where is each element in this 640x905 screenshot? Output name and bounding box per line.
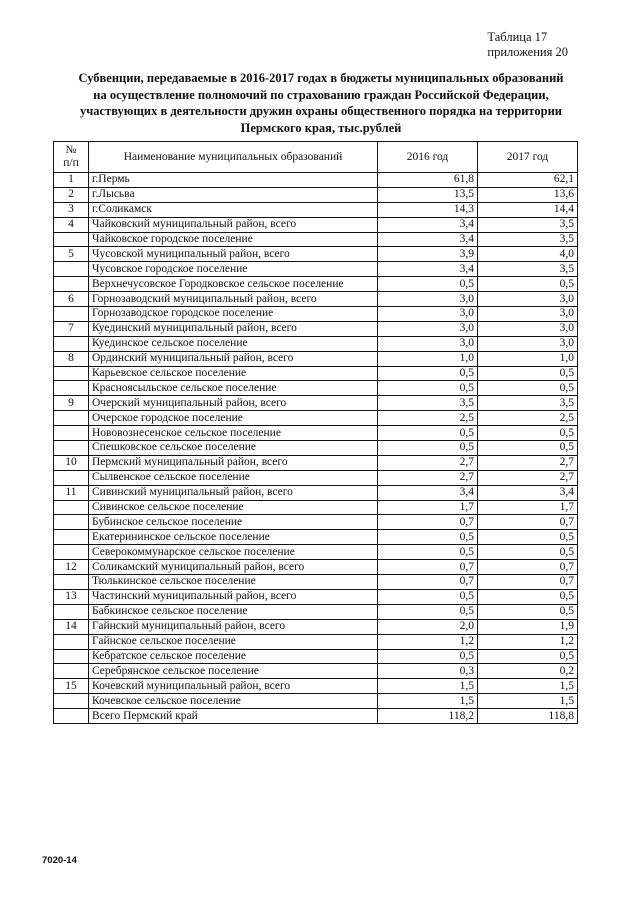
row-value-2016: 1,7 — [378, 500, 478, 515]
row-number: 8 — [54, 351, 89, 366]
row-number — [54, 634, 89, 649]
row-value-2016: 3,4 — [378, 232, 478, 247]
row-number — [54, 575, 89, 590]
header-number-label: № п/п — [63, 144, 79, 169]
table-row — [54, 307, 578, 322]
row-value-2017: 62,1 — [478, 173, 578, 188]
row-value-2016: 14,3 — [378, 202, 478, 217]
row-name: Екатерининское сельское поселение — [89, 530, 378, 545]
row-number — [54, 441, 89, 456]
table-row — [54, 173, 578, 188]
row-number — [54, 709, 89, 724]
row-value-2017: 1,5 — [478, 694, 578, 709]
row-name: Всего Пермский край — [89, 709, 378, 724]
row-value-2017: 13,6 — [478, 187, 578, 202]
table-row — [54, 694, 578, 709]
table-row — [54, 381, 578, 396]
row-number: 12 — [54, 560, 89, 575]
row-name: Спешковское сельское поселение — [89, 441, 378, 456]
row-number: 15 — [54, 679, 89, 694]
table-row — [54, 321, 578, 336]
table-row — [54, 485, 578, 500]
row-value-2017: 3,0 — [478, 321, 578, 336]
row-value-2016: 0,5 — [378, 589, 478, 604]
row-number: 9 — [54, 396, 89, 411]
row-value-2017: 1,0 — [478, 351, 578, 366]
row-value-2017: 1,9 — [478, 619, 578, 634]
row-number — [54, 470, 89, 485]
row-value-2016: 1,5 — [378, 694, 478, 709]
row-value-2016: 2,0 — [378, 619, 478, 634]
row-value-2017: 0,5 — [478, 589, 578, 604]
row-value-2016: 2,5 — [378, 411, 478, 426]
row-value-2017: 0,2 — [478, 664, 578, 679]
row-name: Сивинский муниципальный район, всего — [89, 485, 378, 500]
row-name: Очерское городское поселение — [89, 411, 378, 426]
row-value-2017: 0,5 — [478, 441, 578, 456]
row-value-2016: 0,5 — [378, 530, 478, 545]
row-value-2017: 0,5 — [478, 545, 578, 560]
header-number — [54, 142, 89, 173]
row-value-2017: 14,4 — [478, 202, 578, 217]
row-name: Гайнское сельское поселение — [89, 634, 378, 649]
row-name: г.Пермь — [89, 173, 378, 188]
row-value-2016: 13,5 — [378, 187, 478, 202]
row-value-2016: 3,9 — [378, 247, 478, 262]
row-number — [54, 664, 89, 679]
table-row — [54, 441, 578, 456]
row-number: 11 — [54, 485, 89, 500]
table-row — [54, 500, 578, 515]
table-row — [54, 232, 578, 247]
row-name: Серебрянское сельское поселение — [89, 664, 378, 679]
header-2016: 2016 год — [378, 142, 478, 173]
title-line: Пермского края, тыс.рублей — [240, 120, 402, 135]
appendix-reference: приложения 20 — [487, 45, 568, 59]
row-name: Пермский муниципальный район, всего — [89, 455, 378, 470]
row-name: Частинский муниципальный район, всего — [89, 589, 378, 604]
row-value-2017: 0,5 — [478, 366, 578, 381]
row-value-2016: 0,5 — [378, 604, 478, 619]
table-row — [54, 426, 578, 441]
row-value-2016: 2,7 — [378, 455, 478, 470]
row-number: 14 — [54, 619, 89, 634]
table-row — [54, 247, 578, 262]
row-value-2017: 0,7 — [478, 575, 578, 590]
table-row — [54, 277, 578, 292]
row-value-2016: 118,2 — [378, 709, 478, 724]
table-row — [54, 649, 578, 664]
table-row — [54, 396, 578, 411]
document-stamp: 7020-14 — [42, 855, 77, 866]
row-value-2017: 0,5 — [478, 530, 578, 545]
row-number — [54, 232, 89, 247]
row-value-2017: 0,7 — [478, 560, 578, 575]
table-row — [54, 619, 578, 634]
row-value-2017: 0,5 — [478, 381, 578, 396]
row-number: 10 — [54, 455, 89, 470]
row-value-2017: 3,5 — [478, 232, 578, 247]
row-name: Горнозаводский муниципальный район, всего — [89, 292, 378, 307]
table-header-row — [54, 142, 578, 173]
row-value-2017: 3,5 — [478, 262, 578, 277]
row-number: 1 — [54, 173, 89, 188]
row-value-2016: 3,5 — [378, 396, 478, 411]
row-value-2017: 3,4 — [478, 485, 578, 500]
table-row — [54, 589, 578, 604]
table-row — [54, 604, 578, 619]
table-row — [54, 217, 578, 232]
row-number — [54, 500, 89, 515]
row-name: Бубинское сельское поселение — [89, 515, 378, 530]
row-value-2016: 2,7 — [378, 470, 478, 485]
table-row — [54, 709, 578, 724]
row-value-2016: 3,0 — [378, 321, 478, 336]
row-value-2016: 3,0 — [378, 307, 478, 322]
table-row — [54, 262, 578, 277]
row-value-2017: 3,5 — [478, 217, 578, 232]
row-value-2017: 0,5 — [478, 277, 578, 292]
table-row — [54, 187, 578, 202]
row-number — [54, 307, 89, 322]
row-value-2016: 0,5 — [378, 441, 478, 456]
row-value-2016: 1,0 — [378, 351, 478, 366]
row-number: 6 — [54, 292, 89, 307]
row-value-2016: 3,4 — [378, 485, 478, 500]
row-value-2016: 61,8 — [378, 173, 478, 188]
row-number — [54, 515, 89, 530]
row-number — [54, 426, 89, 441]
row-value-2016: 0,7 — [378, 575, 478, 590]
table-row — [54, 202, 578, 217]
row-name: Ординский муниципальный район, всего — [89, 351, 378, 366]
row-value-2017: 2,7 — [478, 470, 578, 485]
row-name: Куединское сельское поселение — [89, 336, 378, 351]
table-row — [54, 515, 578, 530]
row-name: Бабкинское сельское поселение — [89, 604, 378, 619]
row-value-2016: 0,7 — [378, 515, 478, 530]
row-value-2017: 1,7 — [478, 500, 578, 515]
row-value-2017: 3,5 — [478, 396, 578, 411]
row-name: Карьевское сельское поселение — [89, 366, 378, 381]
table-row — [54, 679, 578, 694]
table-row — [54, 411, 578, 426]
row-name: Горнозаводское городское поселение — [89, 307, 378, 322]
row-value-2017: 3,0 — [478, 307, 578, 322]
subsidies-table — [53, 141, 578, 724]
row-name: Сылвенское сельское поселение — [89, 470, 378, 485]
table-row — [54, 634, 578, 649]
row-number — [54, 366, 89, 381]
row-value-2017: 0,5 — [478, 426, 578, 441]
row-name: Северокоммунарское сельское поселение — [89, 545, 378, 560]
row-number — [54, 262, 89, 277]
header-2017: 2017 год — [478, 142, 578, 173]
table-row — [54, 351, 578, 366]
row-number — [54, 649, 89, 664]
row-name: Кочевское сельское поселение — [89, 694, 378, 709]
row-name: г.Соликамск — [89, 202, 378, 217]
row-number: 4 — [54, 217, 89, 232]
row-name: Верхнечусовское Городковское сельское поселение — [89, 277, 378, 292]
row-value-2016: 1,2 — [378, 634, 478, 649]
row-number — [54, 530, 89, 545]
row-value-2016: 0,7 — [378, 560, 478, 575]
row-name: Красноясыльское сельское поселение — [89, 381, 378, 396]
table-row — [54, 664, 578, 679]
table-reference — [487, 30, 568, 60]
table-body — [54, 173, 578, 724]
row-value-2016: 1,5 — [378, 679, 478, 694]
row-number — [54, 277, 89, 292]
row-value-2016: 0,5 — [378, 366, 478, 381]
row-number: 2 — [54, 187, 89, 202]
row-value-2016: 0,5 — [378, 545, 478, 560]
row-value-2016: 0,5 — [378, 277, 478, 292]
row-name: Чайковское городское поселение — [89, 232, 378, 247]
row-number — [54, 336, 89, 351]
row-name: Чусовское городское поселение — [89, 262, 378, 277]
row-name: Куединский муниципальный район, всего — [89, 321, 378, 336]
row-name: Очерский муниципальный район, всего — [89, 396, 378, 411]
row-number — [54, 694, 89, 709]
table-row — [54, 575, 578, 590]
row-name: Чусовской муниципальный район, всего — [89, 247, 378, 262]
row-value-2017: 0,7 — [478, 515, 578, 530]
row-value-2016: 0,5 — [378, 426, 478, 441]
row-value-2017: 4,0 — [478, 247, 578, 262]
row-name: Кочевский муниципальный район, всего — [89, 679, 378, 694]
row-name: Гайнский муниципальный район, всего — [89, 619, 378, 634]
row-name: Сивинское сельское поселение — [89, 500, 378, 515]
row-value-2016: 0,5 — [378, 381, 478, 396]
row-value-2017: 2,5 — [478, 411, 578, 426]
row-value-2017: 0,5 — [478, 649, 578, 664]
row-value-2017: 118,8 — [478, 709, 578, 724]
title-line: участвующих в деятельности дружин охраны общественного порядка на территории — [79, 104, 562, 118]
row-number: 13 — [54, 589, 89, 604]
row-value-2016: 3,0 — [378, 336, 478, 351]
row-value-2017: 3,0 — [478, 336, 578, 351]
row-value-2017: 3,0 — [478, 292, 578, 307]
row-number — [54, 545, 89, 560]
row-name: Кебратское сельское поселение — [89, 649, 378, 664]
row-name: г.Лысьва — [89, 187, 378, 202]
row-name: Чайковский муниципальный район, всего — [89, 217, 378, 232]
row-number — [54, 604, 89, 619]
row-number — [54, 381, 89, 396]
row-number: 7 — [54, 321, 89, 336]
row-number: 3 — [54, 202, 89, 217]
table-row — [54, 292, 578, 307]
row-value-2016: 3,4 — [378, 217, 478, 232]
row-number — [54, 411, 89, 426]
row-value-2016: 0,5 — [378, 649, 478, 664]
table-row — [54, 530, 578, 545]
row-value-2017: 0,5 — [478, 604, 578, 619]
table-row — [54, 455, 578, 470]
row-value-2017: 2,7 — [478, 455, 578, 470]
table-number: Таблица 17 — [487, 30, 548, 44]
table-row — [54, 470, 578, 485]
row-name: Соликамский муниципальный район, всего — [89, 560, 378, 575]
table-row — [54, 560, 578, 575]
table-row — [54, 366, 578, 381]
title-line: на осуществление полномочий по страхованию граждан Российской Федерации, — [93, 87, 549, 102]
row-name: Нововознесенское сельское поселение — [89, 426, 378, 441]
header-name: Наименование муниципальных образований — [89, 142, 378, 173]
row-number: 5 — [54, 247, 89, 262]
row-name: Тюлькинское сельское поселение — [89, 575, 378, 590]
row-value-2017: 1,5 — [478, 679, 578, 694]
row-value-2016: 3,0 — [378, 292, 478, 307]
title-line: Субвенции, передаваемые в 2016-2017 годах в бюджеты муниципальных образований — [78, 71, 564, 85]
row-value-2016: 3,4 — [378, 262, 478, 277]
row-value-2017: 1,2 — [478, 634, 578, 649]
table-row — [54, 545, 578, 560]
document-title — [60, 70, 582, 136]
table-row — [54, 336, 578, 351]
row-value-2016: 0,3 — [378, 664, 478, 679]
